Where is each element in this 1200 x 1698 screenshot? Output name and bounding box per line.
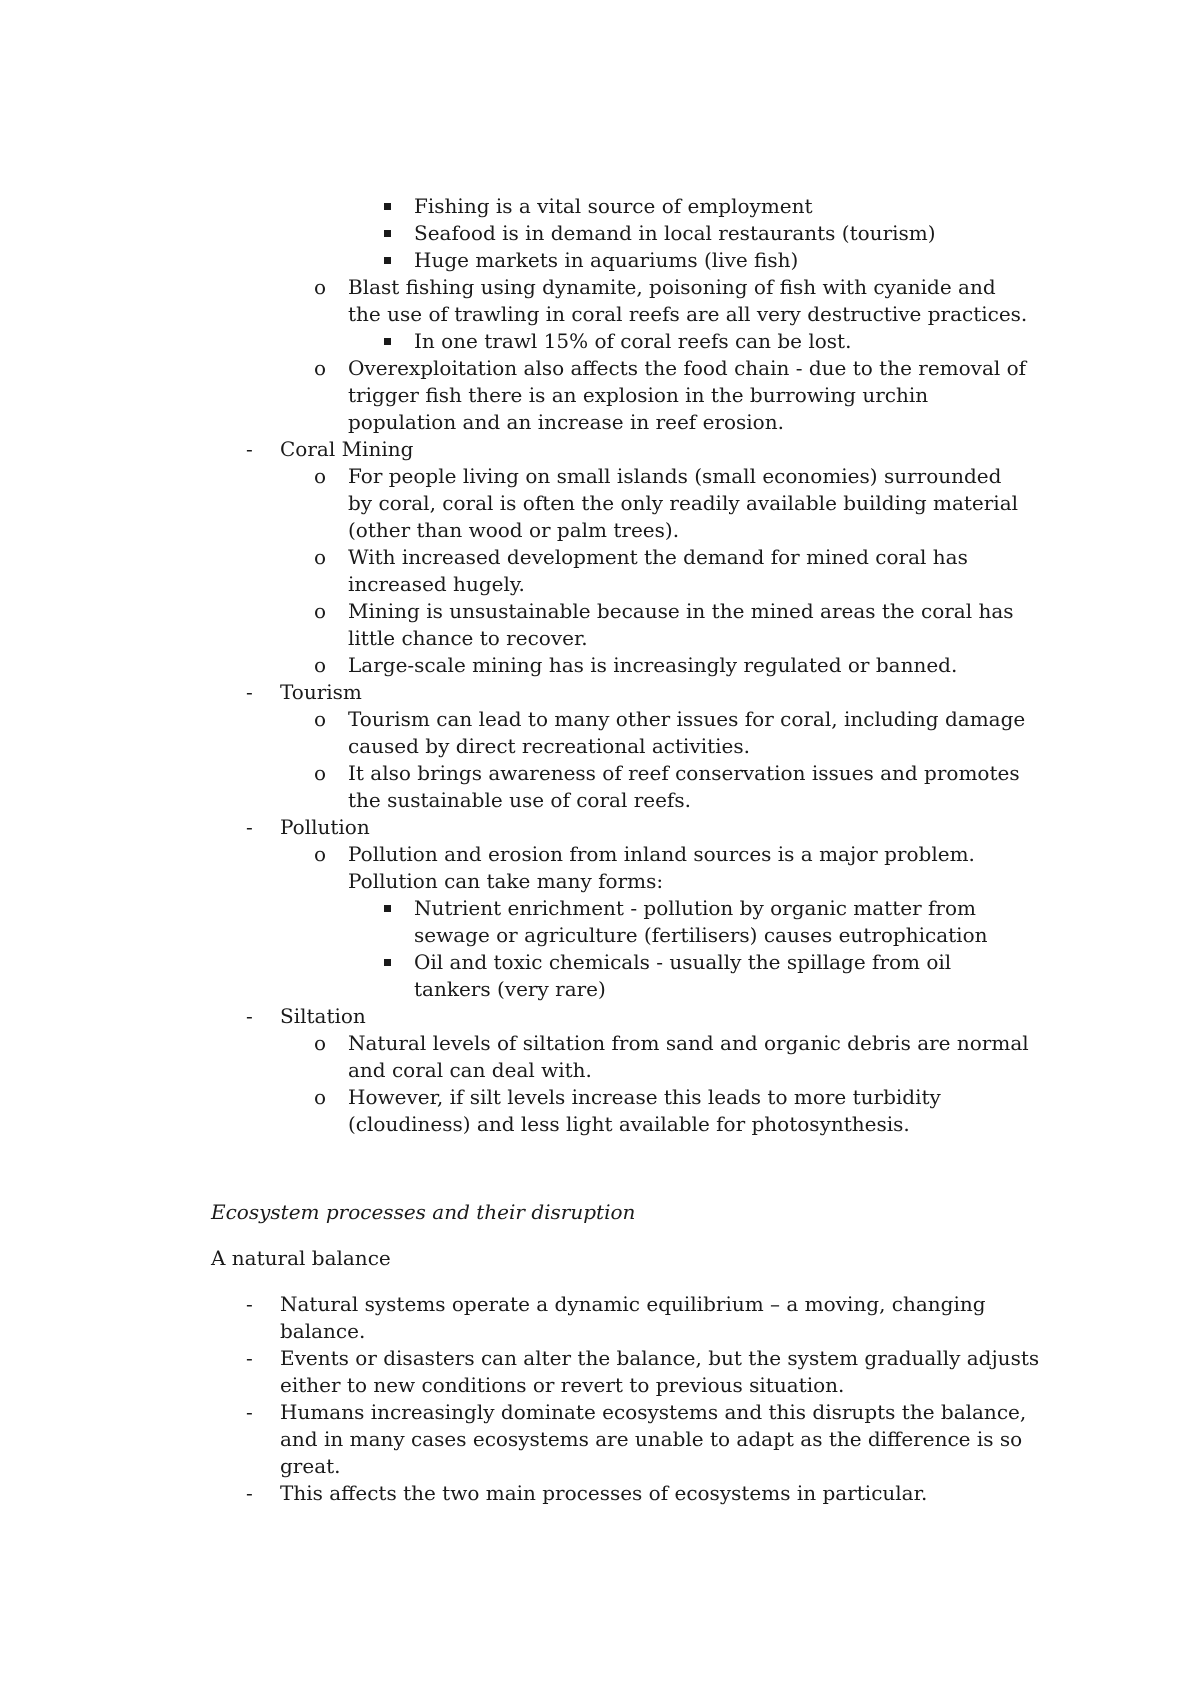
square-bullet-icon: [384, 257, 391, 264]
bullet-text: little chance to recover.: [348, 626, 588, 650]
bullet-text: sewage or agriculture (fertilisers) causes eutrophication: [414, 923, 988, 947]
bullet-text: the sustainable use of coral reefs.: [348, 788, 691, 812]
bullet-text: For people living on small islands (small economies) surrounded: [348, 464, 1002, 488]
bullet-text: the use of trawling in coral reefs are all very destructive practices.: [348, 302, 1028, 326]
bullet-text: Pollution and erosion from inland sources is a major problem.: [348, 842, 975, 866]
section-heading: Siltation: [280, 1004, 366, 1028]
circle-bullet-icon: o: [314, 761, 327, 785]
bullet-text: tankers (very rare): [414, 977, 606, 1001]
bullet-text: Fishing is a vital source of employment: [414, 194, 813, 218]
bullet-text: Mining is unsustainable because in the mined areas the coral has: [348, 599, 1014, 623]
bullet-text: trigger fish there is an explosion in the burrowing urchin: [348, 383, 929, 407]
bullet-text: Oil and toxic chemicals - usually the spillage from oil: [414, 950, 952, 974]
dash-bullet-icon: -: [246, 437, 253, 461]
bullet-text: Natural systems operate a dynamic equilibrium – a moving, changing: [280, 1292, 986, 1316]
bullet-text: balance.: [280, 1319, 366, 1343]
bullet-text: either to new conditions or revert to previous situation.: [280, 1373, 845, 1397]
dash-bullet-icon: -: [246, 1481, 253, 1505]
circle-bullet-icon: o: [314, 545, 327, 569]
square-bullet-icon: [384, 959, 391, 966]
circle-bullet-icon: o: [314, 707, 327, 731]
square-bullet-icon: [384, 905, 391, 912]
bullet-text: Events or disasters can alter the balance, but the system gradually adjusts: [280, 1346, 1040, 1370]
circle-bullet-icon: o: [314, 653, 327, 677]
bullet-text: In one trawl 15% of coral reefs can be lost.: [414, 329, 852, 353]
bullet-text: With increased development the demand for mined coral has: [348, 545, 968, 569]
section-heading: Pollution: [280, 815, 370, 839]
bullet-text: Natural levels of siltation from sand and organic debris are normal: [348, 1031, 1029, 1055]
section-subtitle: A natural balance: [211, 1246, 391, 1270]
dash-bullet-icon: -: [246, 1346, 253, 1370]
bullet-text: Nutrient enrichment - pollution by organic matter from: [414, 896, 976, 920]
bullet-text: (cloudiness) and less light available for photosynthesis.: [348, 1112, 910, 1136]
bullet-text: by coral, coral is often the only readily available building material: [348, 491, 1019, 515]
bullet-text: Seafood is in demand in local restaurants (tourism): [414, 221, 936, 245]
circle-bullet-icon: o: [314, 275, 327, 299]
bullet-text: Blast fishing using dynamite, poisoning of fish with cyanide and: [348, 275, 996, 299]
bullet-text: and coral can deal with.: [348, 1058, 592, 1082]
square-bullet-icon: [384, 338, 391, 345]
dash-bullet-icon: -: [246, 1292, 253, 1316]
bullet-text: Pollution can take many forms:: [348, 869, 664, 893]
dash-bullet-icon: -: [246, 815, 253, 839]
square-bullet-icon: [384, 230, 391, 237]
bullet-text: However, if silt levels increase this leads to more turbidity: [348, 1085, 941, 1109]
bullet-text: (other than wood or palm trees).: [348, 518, 680, 542]
bullet-text: increased hugely.: [348, 572, 525, 596]
bullet-text: Huge markets in aquariums (live fish): [414, 248, 799, 272]
bullet-text: Tourism can lead to many other issues for coral, including damage: [348, 707, 1026, 731]
bullet-text: This affects the two main processes of ecosystems in particular.: [280, 1481, 928, 1505]
circle-bullet-icon: o: [314, 356, 327, 380]
circle-bullet-icon: o: [314, 1031, 327, 1055]
section-heading: Tourism: [280, 680, 362, 704]
section-title: Ecosystem processes and their disruption: [211, 1200, 636, 1224]
bullet-text: Overexploitation also affects the food chain - due to the removal of: [348, 356, 1027, 380]
bullet-text: caused by direct recreational activities.: [348, 734, 751, 758]
bullet-text: population and an increase in reef erosion.: [348, 410, 784, 434]
circle-bullet-icon: o: [314, 599, 327, 623]
square-bullet-icon: [384, 203, 391, 210]
bullet-text: and in many cases ecosystems are unable to adapt as the difference is so: [280, 1427, 1023, 1451]
circle-bullet-icon: o: [314, 842, 327, 866]
dash-bullet-icon: -: [246, 1004, 253, 1028]
bullet-text: great.: [280, 1454, 341, 1478]
dash-bullet-icon: -: [246, 1400, 253, 1424]
bullet-text: Large-scale mining has is increasingly regulated or banned.: [348, 653, 958, 677]
circle-bullet-icon: o: [314, 1085, 327, 1109]
bullet-text: Humans increasingly dominate ecosystems and this disrupts the balance,: [280, 1400, 1027, 1424]
dash-bullet-icon: -: [246, 680, 253, 704]
section-heading: Coral Mining: [280, 437, 414, 461]
circle-bullet-icon: o: [314, 464, 327, 488]
bullet-text: It also brings awareness of reef conservation issues and promotes: [348, 761, 1020, 785]
